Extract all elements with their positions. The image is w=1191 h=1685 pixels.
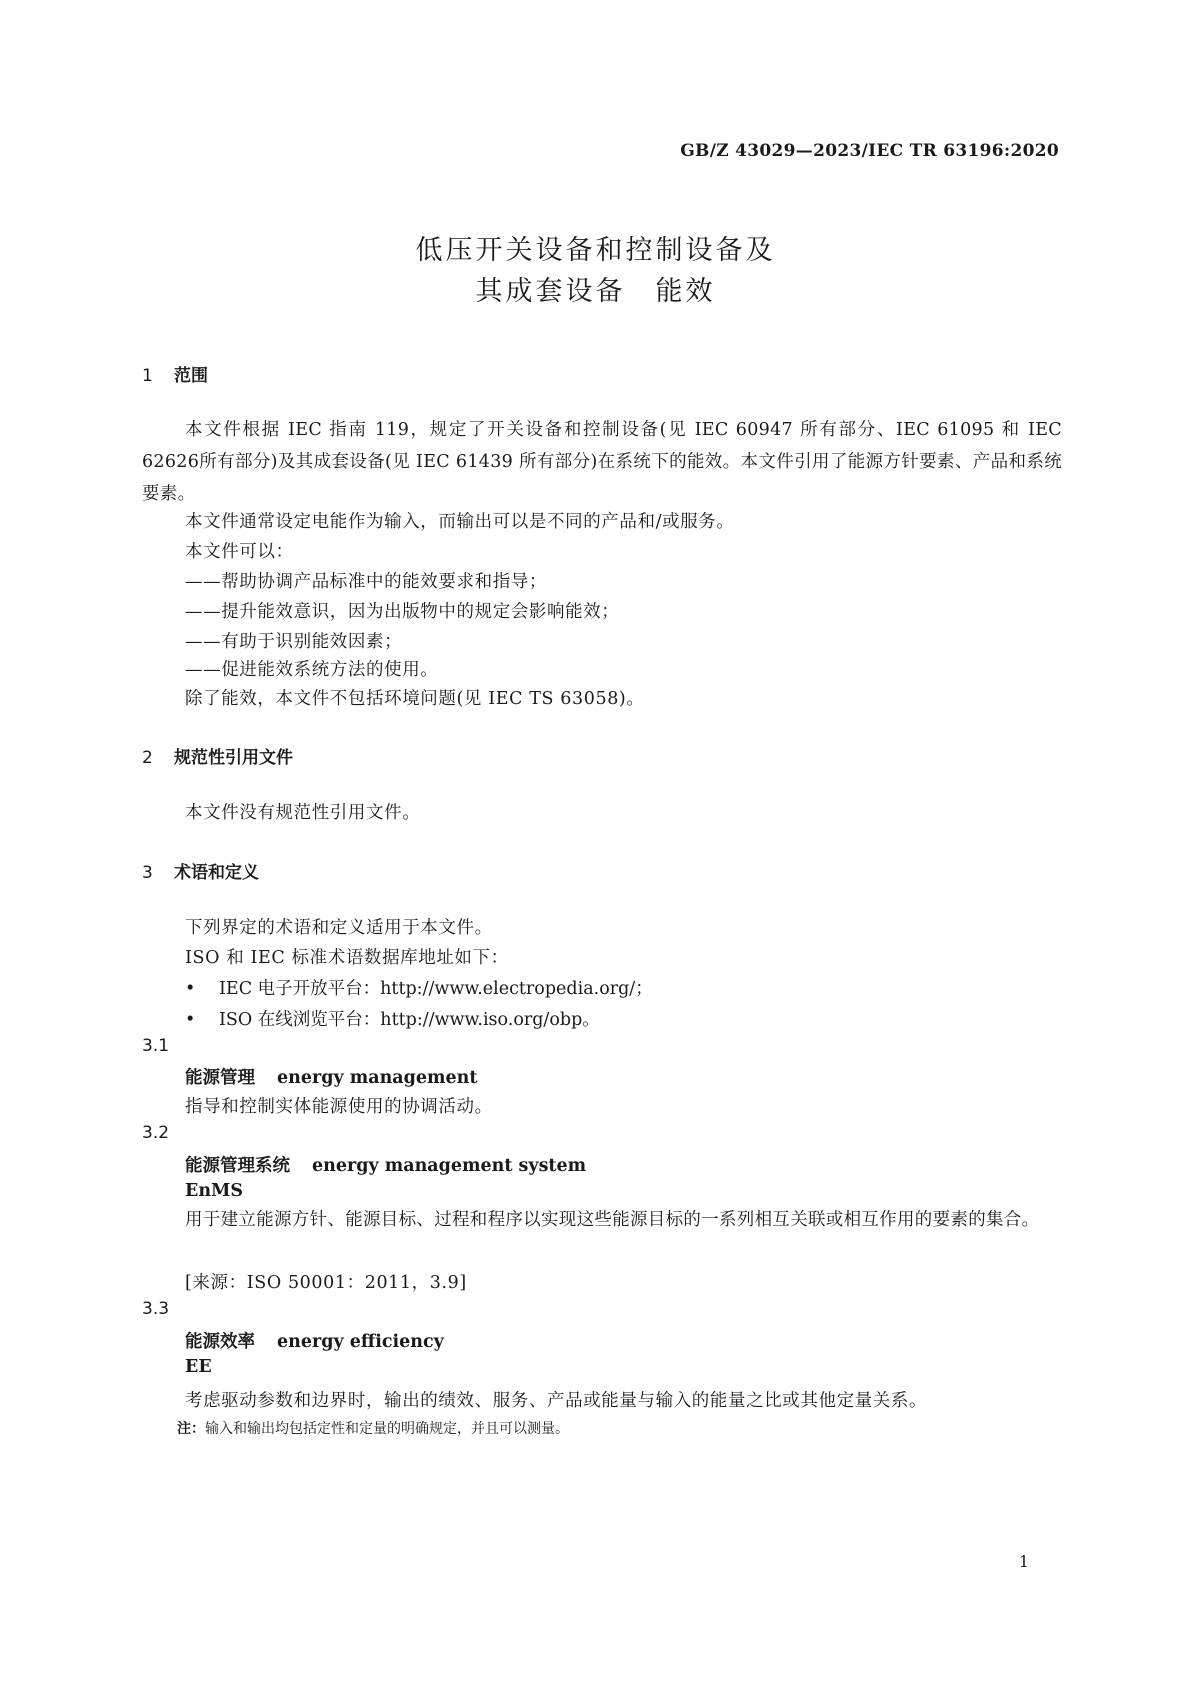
term-number: 3.2 [142, 1123, 170, 1143]
section-title: 规范性引用文件 [174, 748, 293, 768]
term-number: 3.1 [142, 1036, 170, 1056]
section-3-heading [142, 858, 259, 883]
scope-input-output-paragraph: 本文件通常设定电能作为输入，而输出可以是不同的产品和/或服务。 [185, 512, 735, 532]
bullet-icon: • [185, 979, 196, 999]
scope-capabilities-intro: 本文件可以： [185, 542, 294, 562]
document-title-line1: 低压开关设备和控制设备及 [415, 235, 776, 266]
document-title-line2: 其成套设备 能效 [475, 276, 716, 307]
term-en: energy management [277, 1068, 478, 1088]
term-en: energy management system [312, 1156, 587, 1176]
term-heading [185, 1064, 477, 1089]
list-item: ——提升能效意识，因为出版物中的规定会影响能效； [185, 602, 620, 622]
section-1-heading [142, 361, 208, 386]
normative-references-paragraph: 本文件没有规范性引用文件。 [185, 803, 421, 823]
standard-id: GB/Z 43029—2023/IEC TR 63196:2020 [680, 141, 1059, 161]
term-definition: 用于建立能源方针、能源目标、过程和程序以实现这些能源目标的一系列相互关联或相互作用的要素的集合。 [185, 1210, 1040, 1230]
term-definition: 指导和控制实体能源使用的协调活动。 [185, 1097, 493, 1117]
term-note [177, 1418, 569, 1438]
list-item: ——帮助协调产品标准中的能效要求和指导； [185, 572, 547, 592]
bullet-icon: • [185, 1010, 196, 1030]
terms-intro-paragraph: 下列界定的术语和定义适用于本文件。 [185, 918, 493, 938]
term-en: energy efficiency [277, 1332, 444, 1352]
terms-database-paragraph: ISO 和 IEC 标准术语数据库地址如下： [185, 948, 509, 968]
term-heading [185, 1328, 444, 1353]
section-title: 范围 [174, 366, 208, 386]
term-abbreviation: EnMS [185, 1181, 244, 1201]
bullet-text: IEC 电子开放平台：http://www.electropedia.org/； [219, 979, 653, 999]
term-source: [来源：ISO 50001：2011，3.9] [185, 1273, 467, 1293]
page-number: 1 [1018, 1552, 1029, 1571]
list-item [185, 1006, 600, 1031]
note-text: 输入和输出均包括定性和定量的明确规定，并且可以测量。 [205, 1421, 569, 1437]
term-heading [185, 1152, 586, 1177]
scope-paragraph: 本文件根据 IEC 指南 119，规定了开关设备和控制设备(见 IEC 60947 所有部分、IEC 61095 和 IEC 62626所有部分)及其成套设备(见 IEC 61439 所有部分)在系统下的能效。本文件引用了能源方针要素、产品和系统要素。 [142, 420, 1062, 504]
section-2-heading [142, 743, 293, 768]
bullet-text: ISO 在线浏览平台：http://www.iso.org/obp。 [219, 1010, 600, 1030]
list-item: ——促进能效系统方法的使用。 [185, 660, 439, 680]
term-number: 3.3 [142, 1299, 170, 1319]
term-abbreviation: EE [185, 1357, 212, 1377]
list-item [185, 975, 653, 1000]
scope-exclusion-paragraph: 除了能效，本文件不包括环境问题(见 IEC TS 63058)。 [185, 689, 645, 709]
term-definition: 考虑驱动参数和边界时，输出的绩效、服务、产品或能量与输入的能量之比或其他定量关系。 [185, 1391, 928, 1411]
section-number: 2 [142, 748, 153, 768]
section-number: 1 [142, 366, 153, 386]
section-number: 3 [142, 863, 153, 883]
term-zh: 能源效率 [185, 1332, 255, 1352]
list-item: ——有助于识别能效因素； [185, 632, 403, 652]
term-zh: 能源管理系统 [185, 1156, 290, 1176]
term-zh: 能源管理 [185, 1068, 255, 1088]
note-label: 注： [177, 1421, 205, 1437]
section-title: 术语和定义 [174, 863, 259, 883]
